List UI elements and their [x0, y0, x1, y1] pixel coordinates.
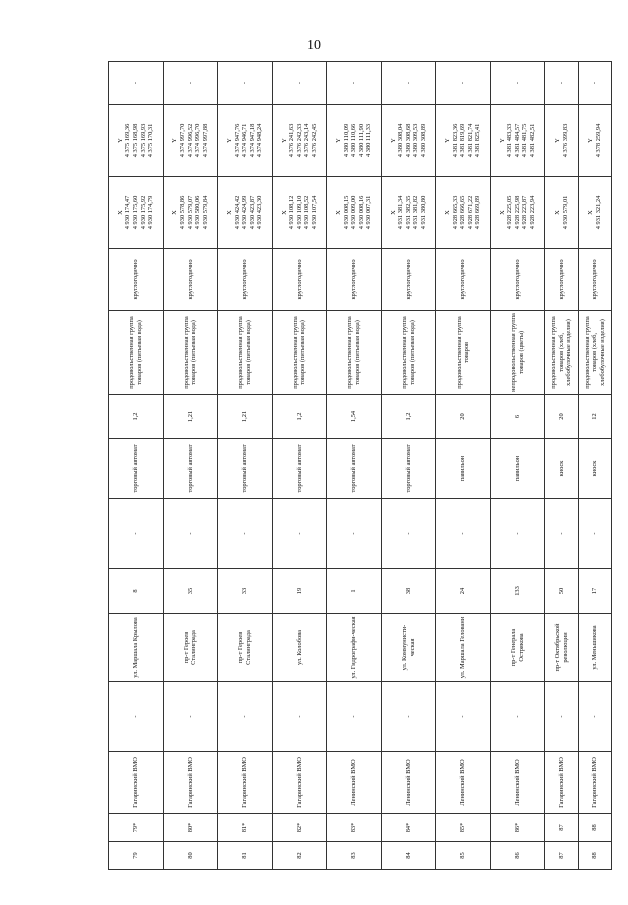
row-scheme-number: 87	[545, 814, 578, 842]
row-object-type: торговый автомат	[109, 439, 164, 499]
row-area: 1,2	[272, 395, 327, 439]
row-number: 80	[163, 842, 218, 870]
coordinate-value: 4 376 242,33	[295, 123, 303, 158]
row-area: 1,54	[327, 395, 382, 439]
table-row	[490, 62, 545, 870]
coordinate-axis-label: Y	[389, 138, 397, 143]
coordinate-value: 4 380 111,90	[357, 123, 365, 158]
coordinate-value: 4 930 579,07	[186, 195, 194, 230]
coordinate-value: 4 928 225,98	[513, 195, 521, 230]
row-number: 87	[545, 842, 578, 870]
row-area: 1,2	[109, 395, 164, 439]
row-district: Ленинский ВМО	[436, 752, 491, 814]
coordinate-value: 4 928 671,22	[466, 195, 474, 230]
row-empty-cell: -	[272, 62, 327, 105]
coordinate-value: 4 931 381,34	[397, 195, 405, 230]
row-house-number: 35	[163, 569, 218, 614]
row-house-number: 50	[545, 569, 578, 614]
row-purpose: продовольственная группа товаров (питьевая вода)	[327, 311, 382, 395]
coordinate-value: 4 374 997,88	[201, 123, 209, 158]
row-number: 79	[109, 842, 164, 870]
coordinate-value: 4 375 168,98	[132, 123, 139, 158]
table-row	[163, 62, 218, 870]
table-row	[218, 62, 273, 870]
row-object-type: торговый автомат	[381, 439, 436, 499]
coordinate-value: 4 375 169,36	[124, 123, 132, 158]
row-scheme-number: 81*	[218, 814, 273, 842]
table-row	[109, 62, 164, 870]
coordinate-value: 4 380 308,68	[404, 123, 412, 158]
coordinate-value: 4 930 423,87	[248, 195, 256, 230]
coordinate-value: 4 380 110,66	[350, 123, 358, 158]
coordinate-value: 4 930 008,15	[342, 195, 350, 230]
row-scheme-number: 83*	[327, 814, 382, 842]
coordinate-value: 4 381 825,41	[474, 123, 482, 158]
row-district: Гагаринский ВМО	[163, 752, 218, 814]
coordinate-value: 4 928 666,65	[459, 195, 467, 230]
coordinate-axis-label: Х	[116, 210, 124, 215]
row-period: круглогодично	[381, 249, 436, 311]
row-scheme-number: 85*	[436, 814, 491, 842]
row-empty-cell: -	[272, 499, 327, 569]
coordinate-value: 4 930 108,52	[303, 195, 311, 230]
coordinate-axis-label: Х	[389, 210, 397, 215]
row-number: 81	[218, 842, 273, 870]
row-number: 83	[327, 842, 382, 870]
row-district: Гагаринский ВМО	[218, 752, 273, 814]
row-number: 86	[490, 842, 545, 870]
coordinate-value: 4 381 484,57	[513, 123, 521, 158]
coordinate-value: 4 930 424,99	[241, 195, 249, 230]
row-empty-cell: -	[381, 499, 436, 569]
coordinate-value: 4 928 665,33	[451, 195, 459, 230]
row-area: 1,2	[381, 395, 436, 439]
row-scheme-number: 80*	[163, 814, 218, 842]
row-empty-cell: -	[578, 499, 611, 569]
row-number: 82	[272, 842, 327, 870]
row-area: 1,21	[163, 395, 218, 439]
table-row	[436, 62, 491, 870]
coordinate-axis-label: Х	[444, 210, 452, 215]
row-number: 88	[578, 842, 611, 870]
row-object-type: торговый автомат	[218, 439, 273, 499]
row-empty-cell: -	[218, 62, 273, 105]
row-district: Гагаринский ВМО	[272, 752, 327, 814]
coordinate-value: 4 930 007,31	[365, 195, 373, 230]
row-address: ул. Колобова	[272, 614, 327, 682]
row-coordinates-x	[490, 177, 545, 249]
coordinate-axis-label: Y	[498, 138, 506, 143]
row-scheme-number: 84*	[381, 814, 436, 842]
row-object-type: торговый автомат	[163, 439, 218, 499]
coordinate-axis-label: Y	[171, 138, 179, 143]
row-area: 6	[490, 395, 545, 439]
row-empty-cell: -	[490, 682, 545, 752]
coordinate-value: 4 928 223,94	[528, 195, 536, 230]
row-area: 20	[436, 395, 491, 439]
row-house-number: 133	[490, 569, 545, 614]
row-object-type: павильон	[490, 439, 545, 499]
row-empty-cell: -	[436, 682, 491, 752]
row-empty-cell: -	[436, 499, 491, 569]
row-coordinates-x	[327, 177, 382, 249]
row-period: круглогодично	[490, 249, 545, 311]
row-period: круглогодично	[578, 249, 611, 311]
row-purpose: продовольственная группа товаров (питьевая вода)	[218, 311, 273, 395]
coordinate-axis-label: Y	[444, 138, 452, 143]
coordinate-value: 4 931 382,35	[404, 195, 412, 230]
coordinate-axis-label: Х	[226, 210, 233, 215]
row-district: Ленинский ВМО	[327, 752, 382, 814]
row-empty-cell: -	[490, 62, 545, 105]
coordinate-value: 4 930 009,00	[350, 195, 358, 230]
row-period: круглогодично	[163, 249, 218, 311]
coordinate-axis-label: Y	[226, 138, 233, 143]
row-empty-cell: -	[381, 62, 436, 105]
row-house-number: 38	[381, 569, 436, 614]
coordinate-axis-label: Y	[335, 138, 343, 143]
page-number: 10	[307, 38, 321, 53]
row-empty-cell: -	[381, 682, 436, 752]
row-scheme-number: 86*	[490, 814, 545, 842]
row-object-type: киоск	[578, 439, 611, 499]
row-empty-cell: -	[109, 682, 164, 752]
table-row	[327, 62, 382, 870]
row-house-number: 8	[109, 569, 164, 614]
row-coordinates-x	[578, 177, 611, 249]
row-scheme-number: 79*	[109, 814, 164, 842]
row-address: пр-т Генерала Острякова	[490, 614, 545, 682]
coordinate-axis-label: Х	[498, 210, 506, 215]
coordinate-value: 4 381 482,51	[528, 123, 536, 158]
coordinate-value: 4 375 169,93	[139, 123, 147, 158]
coordinate-value: 4 380 308,89	[419, 123, 427, 158]
row-empty-cell: -	[109, 62, 164, 105]
coordinate-value: 4 376 242,45	[310, 123, 318, 158]
row-house-number: 19	[272, 569, 327, 614]
row-empty-cell: -	[436, 62, 491, 105]
row-coordinates-y	[218, 105, 273, 177]
coordinate-value: 4 931 380,80	[419, 195, 427, 230]
table-row	[381, 62, 436, 870]
row-empty-cell: -	[327, 62, 382, 105]
coordinate-value: 4 930 423,30	[256, 195, 264, 230]
coordinate-value: 4 374 996,52	[186, 123, 194, 158]
coordinate-value: 4 374 947,76	[233, 123, 241, 158]
row-coordinates-y	[163, 105, 218, 177]
row-empty-cell: -	[545, 62, 578, 105]
row-coordinates-x	[218, 177, 273, 249]
row-period: круглогодично	[545, 249, 578, 311]
row-coordinates-x	[436, 177, 491, 249]
coordinate-value: 4 930 109,10	[295, 195, 303, 230]
row-purpose: продовольственная группа товаров (хлеб, хлебобулочные изделия)	[578, 311, 611, 395]
coordinate-value: 4 930 580,06	[194, 195, 202, 230]
row-address: ул. Маршала Крылова	[109, 614, 164, 682]
coordinate-axis-label: Y	[280, 138, 288, 143]
row-purpose: продовольственная группа товаров (питьевая вода)	[163, 311, 218, 395]
row-scheme-number: 82*	[272, 814, 327, 842]
table-row	[545, 62, 578, 870]
row-object-type: павильон	[436, 439, 491, 499]
row-coordinates-y	[381, 105, 436, 177]
coordinate-value: 4 380 110,09	[342, 123, 350, 158]
row-address: пр-т Героев Сталинграда	[218, 614, 273, 682]
row-object-type: торговый автомат	[327, 439, 382, 499]
row-coordinates-x	[381, 177, 436, 249]
coordinate-axis-label: Х	[171, 210, 179, 215]
coordinate-value: 4 931 321,24	[594, 195, 602, 230]
coordinate-value: 4 374 997,70	[179, 123, 186, 158]
row-empty-cell: -	[578, 62, 611, 105]
row-house-number: 17	[578, 569, 611, 614]
coordinate-value: 4 374 947,18	[248, 123, 256, 158]
row-coordinates-y	[545, 105, 578, 177]
coordinate-axis-label: Y	[553, 138, 561, 143]
coordinate-value: 4 381 823,36	[451, 123, 459, 158]
row-house-number: 24	[436, 569, 491, 614]
coordinate-value: 4 930 107,54	[310, 195, 318, 230]
coordinate-value: 4 930 175,60	[132, 195, 139, 230]
row-coordinates-y	[272, 105, 327, 177]
row-district: Ленинский ВМО	[381, 752, 436, 814]
row-coordinates-y	[109, 105, 164, 177]
row-period: круглогодично	[218, 249, 273, 311]
row-period: круглогодично	[109, 249, 164, 311]
row-coordinates-y	[327, 105, 382, 177]
coordinate-value: 4 930 174,79	[147, 195, 155, 230]
coordinate-value: 4 375 170,31	[147, 123, 155, 158]
coordinate-value: 4 381 819,69	[459, 123, 467, 158]
row-house-number: 1	[327, 569, 382, 614]
row-purpose: продовольственная группа товаров	[436, 311, 491, 395]
coordinate-value: 4 928 669,89	[474, 195, 482, 230]
coordinate-value: 4 930 579,84	[201, 195, 209, 230]
row-district: Гагаринский ВМО	[578, 752, 611, 814]
coordinate-value: 4 930 174,47	[124, 195, 132, 230]
row-object-type: киоск	[545, 439, 578, 499]
row-empty-cell: -	[327, 499, 382, 569]
coordinate-value: 4 380 309,53	[412, 123, 420, 158]
coordinate-value: 4 381 821,74	[466, 123, 474, 158]
row-coordinates-x	[545, 177, 578, 249]
coordinate-value: 4 930 175,92	[139, 195, 147, 230]
rotated-table	[108, 62, 612, 870]
coordinate-value: 4 380 111,33	[365, 123, 373, 158]
coordinate-value: 4 374 946,71	[241, 123, 249, 158]
row-empty-cell: -	[545, 499, 578, 569]
row-purpose: продовольственная группа товаров (хлеб, хлебобулочные изделия)	[545, 311, 578, 395]
row-object-type: торговый автомат	[272, 439, 327, 499]
row-coordinates-x	[272, 177, 327, 249]
row-coordinates-y	[578, 105, 611, 177]
rotated-table-frame	[108, 62, 612, 870]
row-empty-cell: -	[109, 499, 164, 569]
row-empty-cell: -	[327, 682, 382, 752]
coordinate-value: 4 376 241,63	[288, 123, 296, 158]
coordinate-axis-label: Х	[587, 210, 595, 215]
coordinate-axis-label: Y	[587, 138, 595, 143]
coordinate-value: 4 930 008,16	[357, 195, 365, 230]
row-empty-cell: -	[490, 499, 545, 569]
row-coordinates-y	[436, 105, 491, 177]
row-address: ул. Гидрографи-ческая	[327, 614, 382, 682]
coordinate-value: 4 374 996,70	[194, 123, 202, 158]
row-coordinates-x	[163, 177, 218, 249]
row-period: круглогодично	[327, 249, 382, 311]
coordinate-value: 4 381 481,75	[521, 123, 529, 158]
coordinate-value: 4 930 424,42	[233, 195, 241, 230]
coordinate-value: 4 376 243,14	[303, 123, 311, 158]
trade-objects-table	[108, 61, 612, 870]
row-area: 12	[578, 395, 611, 439]
row-number: 85	[436, 842, 491, 870]
coordinate-value: 4 930 578,86	[179, 195, 186, 230]
row-empty-cell: -	[218, 499, 273, 569]
row-address: пр-т Героев Сталинграда	[163, 614, 218, 682]
row-empty-cell: -	[218, 682, 273, 752]
coordinate-value: 4 376 399,83	[561, 123, 569, 158]
row-empty-cell: -	[163, 499, 218, 569]
row-area: 1,21	[218, 395, 273, 439]
row-address: ул. Меньшикова	[578, 614, 611, 682]
row-district: Ленинский ВМО	[490, 752, 545, 814]
row-empty-cell: -	[545, 682, 578, 752]
coordinate-value: 4 374 948,24	[256, 123, 264, 158]
row-period: круглогодично	[272, 249, 327, 311]
coordinate-axis-label: Х	[553, 210, 561, 215]
row-district: Гагаринский ВМО	[109, 752, 164, 814]
coordinate-value: 4 931 381,82	[412, 195, 420, 230]
row-address: ул. Коммунисти-ческая	[381, 614, 436, 682]
coordinate-value: 4 928 223,87	[521, 195, 529, 230]
coordinate-axis-label: Х	[280, 210, 288, 215]
coordinate-axis-label: Х	[335, 210, 343, 215]
table-row	[272, 62, 327, 870]
row-scheme-number: 88	[578, 814, 611, 842]
row-area: 20	[545, 395, 578, 439]
coordinate-axis-label: Y	[116, 138, 124, 143]
row-purpose: продовольственная группа товаров (питьевая вода)	[109, 311, 164, 395]
row-address: ул. Маршала Геловани	[436, 614, 491, 682]
coordinate-value: 4 378 259,94	[594, 123, 602, 158]
row-empty-cell: -	[163, 682, 218, 752]
coordinate-value: 4 928 225,05	[506, 195, 514, 230]
row-empty-cell: -	[163, 62, 218, 105]
row-empty-cell: -	[272, 682, 327, 752]
row-number: 84	[381, 842, 436, 870]
row-coordinates-y	[490, 105, 545, 177]
coordinate-value: 4 380 308,04	[397, 123, 405, 158]
coordinate-value: 4 930 579,01	[561, 195, 569, 230]
coordinate-value: 4 930 108,12	[288, 195, 296, 230]
coordinate-value: 4 381 483,33	[506, 123, 514, 158]
row-purpose: продовольственная группа товаров (питьевая вода)	[381, 311, 436, 395]
row-empty-cell: -	[578, 682, 611, 752]
row-address: пр-т Октябрьской революции	[545, 614, 578, 682]
row-purpose: продовольственная группа товаров (питьевая вода)	[272, 311, 327, 395]
row-coordinates-x	[109, 177, 164, 249]
row-purpose: непродовольственная группа товаров (цветы)	[490, 311, 545, 395]
row-district: Гагаринский ВМО	[545, 752, 578, 814]
row-house-number: 33	[218, 569, 273, 614]
table-row	[578, 62, 611, 870]
row-period: круглогодично	[436, 249, 491, 311]
